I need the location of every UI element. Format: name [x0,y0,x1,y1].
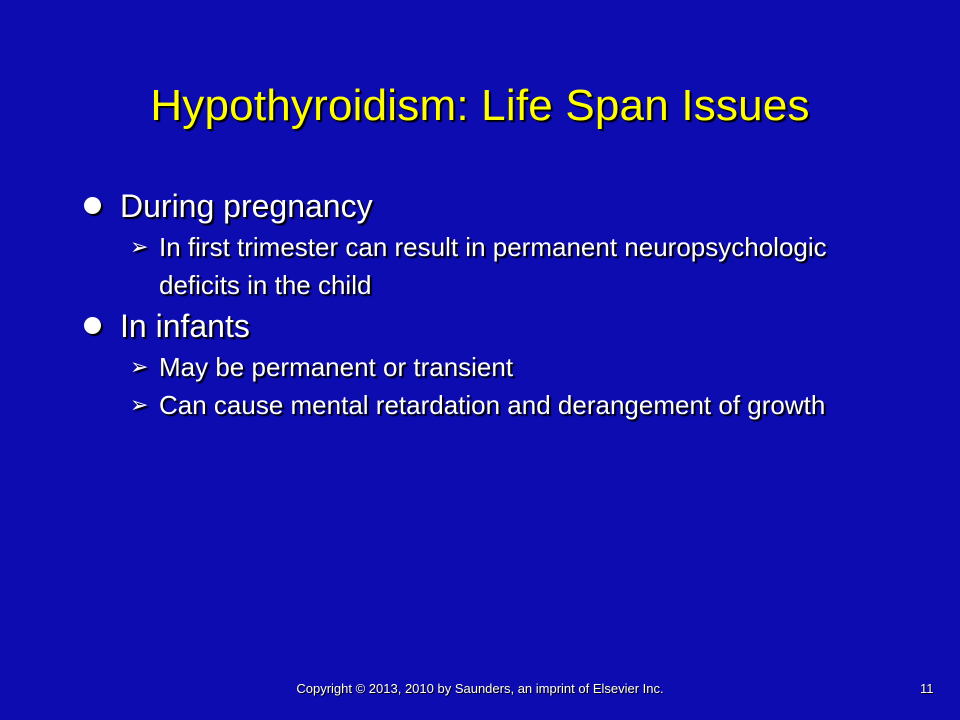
bullet-text: In infants [120,308,250,344]
arrow-bullet-icon: ➢ [130,392,149,417]
subbullet-text: Can cause mental retardation and derangement of growth [159,390,826,420]
slide-title: Hypothyroidism: Life Span Issues [150,81,810,130]
slide-content [78,184,898,424]
page-number: 11 [920,681,934,696]
subbullet-permanent-transient [78,348,898,386]
bullet-during-pregnancy [78,184,898,228]
arrow-bullet-icon: ➢ [130,234,149,259]
arrow-bullet-icon: ➢ [130,354,149,379]
subbullet-text: May be permanent or transient [159,352,514,382]
bullet-text: During pregnancy [120,188,373,224]
subbullet-mental-retardation [78,386,898,424]
bullet-in-infants [78,304,898,348]
subbullet-first-trimester [78,228,898,304]
filled-circle-bullet-icon [84,197,101,214]
subbullet-text: In first trimester can result in permanent neuropsychologic deficits in the child [159,232,827,300]
filled-circle-bullet-icon [84,317,101,334]
copyright-footer: Copyright © 2013, 2010 by Saunders, an imprint of Elsevier Inc. [296,681,664,696]
